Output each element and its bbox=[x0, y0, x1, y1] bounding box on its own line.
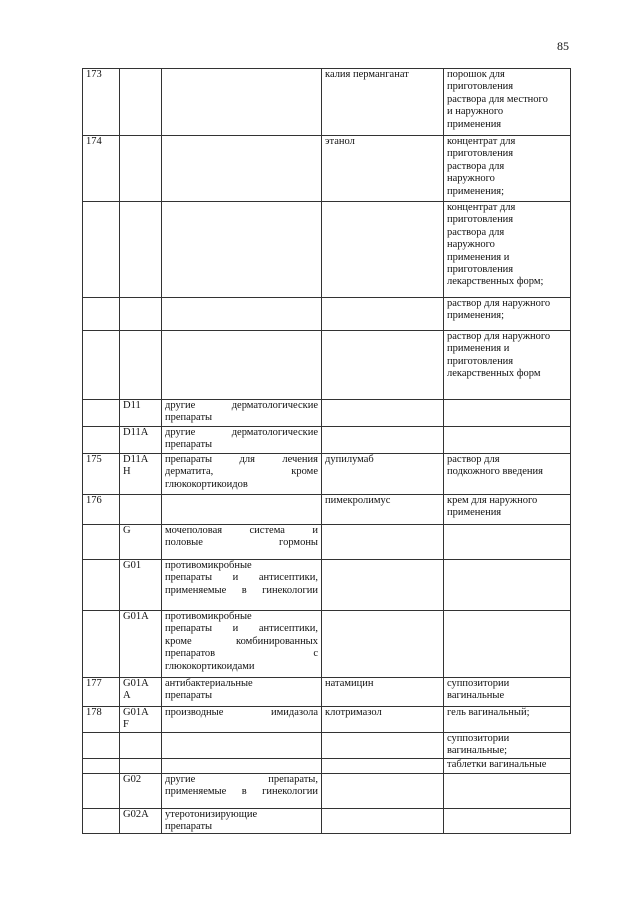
anatomic-therapeutic-group-text: другие дерматологические препараты bbox=[165, 400, 318, 424]
drug-name-cell bbox=[322, 611, 444, 678]
dosage-form-text: концентрат для приготовления раствора для наружного применения и приготовления лекарственных форм; bbox=[447, 202, 544, 288]
row-number-cell bbox=[83, 525, 120, 560]
dosage-form-cell bbox=[444, 808, 571, 834]
dosage-form-cell bbox=[444, 678, 571, 707]
row-number-cell bbox=[83, 611, 120, 678]
anatomic-therapeutic-group-cell bbox=[162, 454, 322, 495]
atc-code-cell bbox=[120, 427, 162, 454]
atc-code-cell bbox=[120, 136, 162, 202]
atc-code-cell bbox=[120, 298, 162, 331]
anatomic-therapeutic-group-cell bbox=[162, 560, 322, 611]
dosage-form-cell bbox=[444, 331, 571, 400]
table-row bbox=[83, 611, 571, 678]
row-number-text: 175 bbox=[86, 454, 102, 465]
anatomic-therapeutic-group-cell bbox=[162, 427, 322, 454]
drug-list-table bbox=[82, 68, 571, 834]
anatomic-therapeutic-group-cell bbox=[162, 331, 322, 400]
drug-name-text: калия перманганат bbox=[325, 69, 409, 80]
drug-name-text: дупилумаб bbox=[325, 454, 374, 465]
row-number-cell bbox=[83, 678, 120, 707]
atc-code-cell bbox=[120, 495, 162, 525]
row-number-cell bbox=[83, 400, 120, 427]
anatomic-therapeutic-group-cell bbox=[162, 69, 322, 136]
anatomic-therapeutic-group-cell bbox=[162, 758, 322, 773]
dosage-form-cell bbox=[444, 773, 571, 808]
atc-code-text: G01A bbox=[123, 611, 149, 622]
dosage-form-cell bbox=[444, 732, 571, 758]
anatomic-therapeutic-group-text: утеротонизирующие препараты bbox=[165, 808, 258, 833]
dosage-form-cell bbox=[444, 454, 571, 495]
drug-name-text: клотримазол bbox=[325, 707, 382, 718]
dosage-form-text: раствор для подкожного введения bbox=[447, 454, 543, 478]
drug-name-cell bbox=[322, 427, 444, 454]
dosage-form-cell bbox=[444, 707, 571, 733]
row-number-cell bbox=[83, 808, 120, 834]
drug-name-cell bbox=[322, 69, 444, 136]
table-row bbox=[83, 678, 571, 707]
atc-code-cell bbox=[120, 678, 162, 707]
drug-name-cell bbox=[322, 298, 444, 331]
drug-name-cell bbox=[322, 400, 444, 427]
row-number-cell bbox=[83, 732, 120, 758]
atc-code-cell bbox=[120, 400, 162, 427]
drug-name-cell bbox=[322, 202, 444, 298]
atc-code-cell bbox=[120, 611, 162, 678]
drug-name-cell bbox=[322, 707, 444, 733]
table-row bbox=[83, 560, 571, 611]
atc-code-cell bbox=[120, 331, 162, 400]
table-row bbox=[83, 732, 571, 758]
atc-code-cell bbox=[120, 454, 162, 495]
anatomic-therapeutic-group-cell bbox=[162, 611, 322, 678]
dosage-form-text: концентрат для приготовления раствора для наружного применения; bbox=[447, 136, 516, 197]
dosage-form-text: гель вагинальный; bbox=[447, 707, 530, 718]
table-row bbox=[83, 136, 571, 202]
drug-name-cell bbox=[322, 808, 444, 834]
row-number-cell bbox=[83, 298, 120, 331]
row-number-cell bbox=[83, 495, 120, 525]
anatomic-therapeutic-group-text: другие препараты, применяемые в гинекологии bbox=[165, 773, 318, 798]
row-number-text: 177 bbox=[86, 678, 102, 689]
dosage-form-cell bbox=[444, 298, 571, 331]
atc-code-cell bbox=[120, 808, 162, 834]
anatomic-therapeutic-group-cell bbox=[162, 202, 322, 298]
drug-name-cell bbox=[322, 758, 444, 773]
anatomic-therapeutic-group-text: антибактериальные препараты bbox=[165, 678, 253, 702]
drug-name-cell bbox=[322, 454, 444, 495]
atc-code-cell bbox=[120, 560, 162, 611]
drug-name-text: натамицин bbox=[325, 678, 374, 689]
dosage-form-cell bbox=[444, 136, 571, 202]
dosage-form-cell bbox=[444, 758, 571, 773]
atc-code-cell bbox=[120, 202, 162, 298]
table-row bbox=[83, 773, 571, 808]
atc-code-cell bbox=[120, 69, 162, 136]
atc-code-cell bbox=[120, 525, 162, 560]
table-row bbox=[83, 69, 571, 136]
dosage-form-cell bbox=[444, 525, 571, 560]
atc-code-text: G01A A bbox=[123, 678, 149, 702]
dosage-form-text: порошок для приготовления раствора для местного и наружного применения bbox=[447, 69, 548, 130]
row-number-cell bbox=[83, 427, 120, 454]
dosage-form-text: суппозитории вагинальные bbox=[447, 678, 510, 702]
atc-code-cell bbox=[120, 758, 162, 773]
table-row bbox=[83, 707, 571, 733]
anatomic-therapeutic-group-text: производные имидазола bbox=[165, 707, 318, 718]
anatomic-therapeutic-group-text: другие дерматологические препараты bbox=[165, 427, 318, 451]
atc-code-text: G bbox=[123, 525, 131, 536]
row-number-text: 173 bbox=[86, 69, 102, 80]
dosage-form-cell bbox=[444, 400, 571, 427]
page-number: 85 bbox=[557, 39, 569, 53]
table-row bbox=[83, 808, 571, 834]
atc-code-text: G02 bbox=[123, 773, 142, 785]
row-number-cell bbox=[83, 331, 120, 400]
anatomic-therapeutic-group-cell bbox=[162, 298, 322, 331]
table-row bbox=[83, 202, 571, 298]
anatomic-therapeutic-group-cell bbox=[162, 808, 322, 834]
drug-name-cell bbox=[322, 773, 444, 808]
atc-code-text: D11 bbox=[123, 400, 141, 411]
row-number-cell bbox=[83, 136, 120, 202]
row-number-text: 176 bbox=[86, 495, 102, 506]
row-number-text: 178 bbox=[86, 707, 102, 718]
row-number-cell bbox=[83, 758, 120, 773]
drug-name-cell bbox=[322, 732, 444, 758]
atc-code-cell bbox=[120, 707, 162, 733]
row-number-cell bbox=[83, 202, 120, 298]
anatomic-therapeutic-group-cell bbox=[162, 707, 322, 733]
table-row bbox=[83, 427, 571, 454]
row-number-cell bbox=[83, 454, 120, 495]
row-number-cell bbox=[83, 69, 120, 136]
atc-code-cell bbox=[120, 773, 162, 808]
drug-name-cell bbox=[322, 495, 444, 525]
drug-name-cell bbox=[322, 136, 444, 202]
dosage-form-cell bbox=[444, 202, 571, 298]
table-row bbox=[83, 758, 571, 773]
row-number-cell bbox=[83, 707, 120, 733]
row-number-cell bbox=[83, 773, 120, 808]
drug-name-cell bbox=[322, 331, 444, 400]
table-row bbox=[83, 400, 571, 427]
table-row bbox=[83, 331, 571, 400]
dosage-form-text: таблетки вагинальные bbox=[447, 758, 547, 770]
table-row bbox=[83, 525, 571, 560]
row-number-text: 174 bbox=[86, 136, 102, 147]
anatomic-therapeutic-group-text: противомикробные препараты и антисептики, кроме комбинированных препаратов с глюкокортикоидами bbox=[165, 611, 318, 672]
drug-name-text: этанол bbox=[325, 136, 355, 147]
anatomic-therapeutic-group-text: мочеполовая система и половые гормоны bbox=[165, 525, 318, 549]
anatomic-therapeutic-group-cell bbox=[162, 495, 322, 525]
dosage-form-cell bbox=[444, 560, 571, 611]
atc-code-text: G01A F bbox=[123, 707, 149, 731]
anatomic-therapeutic-group-cell bbox=[162, 525, 322, 560]
anatomic-therapeutic-group-text: препараты для лечения дерматита, кроме глюкокортикоидов bbox=[165, 454, 318, 490]
table-row bbox=[83, 298, 571, 331]
anatomic-therapeutic-group-cell bbox=[162, 136, 322, 202]
drug-name-cell bbox=[322, 525, 444, 560]
table-row bbox=[83, 495, 571, 525]
dosage-form-text: раствор для наружного применения и приготовления лекарственных форм bbox=[447, 331, 551, 380]
atc-code-text: G01 bbox=[123, 560, 142, 571]
atc-code-cell bbox=[120, 732, 162, 758]
drug-name-cell bbox=[322, 560, 444, 611]
anatomic-therapeutic-group-cell bbox=[162, 678, 322, 707]
atc-code-text: D11A bbox=[123, 427, 149, 438]
table-row bbox=[83, 454, 571, 495]
anatomic-therapeutic-group-text: противомикробные препараты и антисептики, применяемые в гинекологии bbox=[165, 560, 318, 596]
dosage-form-text: суппозитории вагинальные; bbox=[447, 732, 510, 757]
dosage-form-text: раствор для наружного применения; bbox=[447, 298, 551, 322]
atc-code-text: G02A bbox=[123, 808, 149, 820]
anatomic-therapeutic-group-cell bbox=[162, 400, 322, 427]
dosage-form-cell bbox=[444, 495, 571, 525]
dosage-form-cell bbox=[444, 427, 571, 454]
atc-code-text: D11A H bbox=[123, 454, 149, 478]
drug-name-cell bbox=[322, 678, 444, 707]
anatomic-therapeutic-group-cell bbox=[162, 773, 322, 808]
anatomic-therapeutic-group-cell bbox=[162, 732, 322, 758]
dosage-form-text: крем для наружного применения bbox=[447, 495, 538, 519]
dosage-form-cell bbox=[444, 611, 571, 678]
row-number-cell bbox=[83, 560, 120, 611]
drug-name-text: пимекролимус bbox=[325, 495, 391, 506]
dosage-form-cell bbox=[444, 69, 571, 136]
